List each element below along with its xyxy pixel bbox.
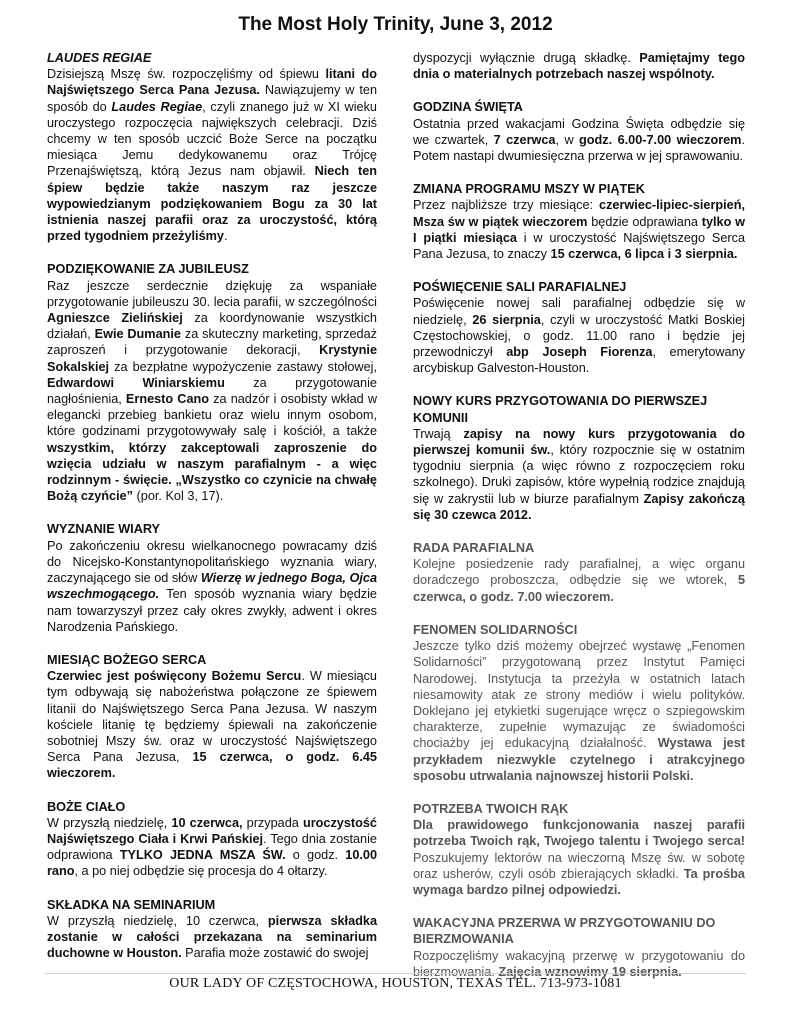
text-run: za skuteczny marketing, sprzedaż zaproszeń i przygotowanie dekoracji, [47,327,377,358]
text-run: 7 czerwca [493,132,556,147]
text-run: Poszukujemy lektorów na wieczorną Mszę św. w sobotę oraz usherów, czyli osób zbierających składki. [413,850,745,881]
text-run: Nawiązujemy w ten sposób do [47,83,377,114]
section-rada-parafialna [413,540,745,605]
section-heading: BOŻE CIAŁO [47,799,126,814]
text-run: W przyszłą niedzielę, 10 czerwca, [47,913,268,928]
text-run: Parafia może zostawić do swojej [181,946,369,961]
text-run: Po zakończeniu okresu wielkanocnego powracamy dziś do Nicejsko-Konstantynopolitańskiego wyznania wiary, zaczynającego sie od słów [47,538,377,586]
text-run: Trwają [413,426,464,441]
text-run: Rozpoczęliśmy wakacyjną przerwę w przygotowaniu do bierzmowania. [413,948,745,979]
section-body [47,538,377,635]
text-run: czerwiec-lipiec-sierpień, Msza św w piątek wieczorem [413,198,745,229]
text-run: , emerytowany arcybiskup Galveston-Houston. [413,345,745,376]
text-run: uroczystość Najświętszego Ciała i Krwi Pańskiej [47,815,377,846]
section-heading: POTRZEBA TWOICH RĄK [413,801,569,816]
text-run: Wystawa jest przykładem niezwykle czytelnego i atrakcyjnego sposobu utrwalania najnowszej historii Polski. [413,736,746,783]
text-run: , który rozpocznie się w ostatnim tygodniu sierpnia (a więc równo z rozpoczęciem roku szkolnego). Druki zapisów, które wypełnią rodzice znajdują się w zakrystii lub w biurze parafialnym [413,443,745,506]
section-heading: SKŁADKA NA SEMINARIUM [47,897,216,912]
text-run: Przez najbliższe trzy miesiące: [413,198,600,213]
section-wyznanie-wiary [47,521,377,634]
text-run: Jeszcze tylko dziś możemy obejrzeć wystawę „Fenomen Solidarności” przygotowaną przez Instytut Pamięci Narodowej. Instytucja ta przeżyła w ostatnich latach niesamowity atak ze strony mediów i wielu polityków. Doklejano jej etykietki sugerujące wręcz o szpiegowskim charakterze, zupełnie wymazując ze świadomości chociażby jej edukacyjną działalność. [413,639,745,751]
section-heading: NOWY KURS PRZYGOTOWANIA DO PIERWSZEJ KOMUNII [413,394,708,425]
text-run: Ewie Dumanie [94,327,181,342]
text-run: Wierzę w jednego Boga, Ojca wszechmogącego. [47,571,378,602]
section-laudes-regiae [47,50,377,244]
text-run: Kolejne posiedzenie rady parafialnej, a więc organu doradczego proboszcza, odbędzie się we wtorek, [413,557,745,588]
text-run: Dla prawidowego funkcjonowania naszej parafii potrzeba Twoich rąk, Twojego talentu i Twojego serca! [413,818,745,849]
left-column [47,50,377,978]
section-body [47,278,377,505]
section-godzina-swieta [413,99,745,164]
text-run: Zapisy zakończą się 30 czewca 2012. [413,491,745,522]
text-run: Agnieszce Zielińskiej [47,311,183,326]
text-run: zapisy na nowy kurs przygotowania do pierwszej komunii św. [413,426,746,458]
text-run: 10 czerwca, [171,815,243,830]
section-heading: PODZIĘKOWANIE ZA JUBILEUSZ [47,262,249,277]
section-heading: MIESIĄC BOŻEGO SERCA [47,652,207,667]
section-boze-cialo [47,799,377,880]
text-run: o godz. [285,848,346,863]
text-run: wszystkim, którzy zakceptowali zaproszenie do wzięcia udziału w naszym parafialnym - a więc rodzinnym - święcie. „Wszystko co czynicie na chwałę Bożą czyńcie” [47,440,377,504]
text-run: godz. 6.00-7.00 wieczorem [579,132,742,147]
text-run: Ernesto Cano [125,392,210,407]
section-heading: FENOMEN SOLIDARNOŚCI [413,622,578,637]
text-run: będzie odprawiana [587,214,702,229]
text-run: 26 sierpnia [472,312,541,327]
section-potrzeba-twoich-rak [413,801,745,898]
text-run: Ten sposób wyznania wiary będzie nam towarzyszył przez cały okres zwykły, adwent i okres Narodzenia Pańskiego. [47,587,377,634]
text-run: Poświęcenie nowej sali parafialnej odbędzie się w niedzielę, [413,296,745,327]
text-run: za nadzór i osobisty wkład w elegancki przebieg bankietu oraz wielu innym osobom, które godzinami przygotowywały salę i kościół, a także [47,392,377,439]
text-run: za przygotowanie nagłośnienia, [47,375,377,407]
section-body [413,50,745,82]
text-run: . Tego dnia zostanie odprawiona [47,831,377,863]
section-body [413,116,745,165]
text-run: litani do Najświętszego Serca Pana Jezusa. [47,67,377,98]
section-body [413,295,745,376]
section-heading: ZMIANA PROGRAMU MSZY W PIĄTEK [413,182,645,197]
text-run: , w [555,132,580,147]
text-run: Czerwiec jest poświęcony Bożemu Sercu [47,669,302,684]
text-run: , czyli w uroczystość Matki Boskiej Częstochowskiej, o godz. 11.00 rano i będzie jej przewodniczył [413,312,745,360]
section-heading: POŚWIĘCENIE SALI PARAFIALNEJ [413,280,627,295]
text-run: abp Joseph Fiorenza [506,345,653,360]
text-run: . Potem nastapi dwumiesięczna przerwa w jej sprawowaniu. [413,132,745,164]
section-miesiac-bozego-serca [47,652,377,782]
section-heading: GODZINA ŚWIĘTA [413,100,523,115]
text-run: . W miesiącu tym odbywają się nabożeństwa połączone ze śpiewem litanii do Najświętszego Serca Pana Jezusa. W naszym kościele litanię tę będziemy śpiewali na zakończenie sobotniej Mszy św. oraz w uroczystość Najświętszego Serca Pana Jezusa, [47,669,377,765]
text-run: Raz jeszcze serdecznie dziękuję za wspaniałe przygotowanie jubileuszu 30. lecia parafii, w szczególności [47,278,377,309]
right-column [413,50,745,997]
text-run: 15 czerwca, 6 lipca i 3 sierpnia. [550,247,738,262]
section-body [413,556,745,605]
text-run: za koordynowanie wszystkich działań, [47,311,377,342]
section-body [47,815,377,880]
text-run: Zajęcia wznowimy 19 sierpnia. [498,964,682,979]
text-run: Laudes Regiae [111,99,203,114]
section-zmiana-programu-mszy-w-piatek [413,181,745,262]
section-heading: LAUDES REGIAE [47,51,152,65]
footer-divider [45,973,746,974]
section-heading: WYZNANIE WIARY [47,522,161,537]
text-run: (por. Kol 3, 17). [133,489,224,504]
section-heading: RADA PARAFIALNA [413,541,535,556]
text-run: Pamiętajmy tego dnia o materialnych potrzebach naszej wspólnoty. [413,51,745,82]
footer-text: OUR LADY OF CZĘSTOCHOWA, HOUSTON, TEXAS TEL. 713-973-1081 [169,976,622,991]
page-title: The Most Holy Trinity, June 3, 2012 [238,14,553,35]
text-run: . [223,229,228,244]
text-run: W przyszłą niedzielę, [47,815,172,830]
section-body [413,197,745,262]
text-run: przypada [242,815,303,830]
section-poswiecenie-sali-parafialnej [413,279,745,376]
text-run: Ostatnia przed wakacjami Godzina Święta odbędzie się we czwartek, [413,116,745,147]
section-skladka-na-seminarium [47,897,377,962]
text-run: Dzisiejszą Mszę św. rozpoczęliśmy od śpiewu [47,67,326,82]
section-body [47,913,377,962]
text-run: TYLKO JEDNA MSZA ŚW. [119,848,286,863]
section-heading: WAKACYJNA PRZERWA W PRZYGOTOWANIU DO BIERZMOWANIA [413,916,716,947]
text-run: i w uroczystość Najświętszego Serca Pana Jezusa, to znaczy [413,230,745,262]
text-run: 10.00 rano [47,848,378,879]
section-body [47,66,377,244]
text-run: Ta prośba wymaga bardzo pilnej odpowiedzi. [413,866,745,897]
section-continued-text [413,50,745,82]
text-run: Niech ten śpiew będzie także naszym raz jeszcze wypowiedzianym podziękowaniem Bogu za 30 lat istnienia naszej parafii oraz za uroczystość, którą przed tygodniem przeżyliśmy [47,164,378,244]
text-run: dyspozycji wyłącznie drugą składkę. [413,51,640,65]
text-run: tylko w I piątki miesiąca [413,214,746,245]
text-run: , a po niej odbędzie się procesja do 4 ołtarzy. [74,864,328,879]
text-run: pierwsza składka zostanie w całości przekazana na seminarium duchowne w Houston. [47,913,377,961]
section-fenomen-solidarnosci [413,622,745,784]
text-run: , czyli znanego już w XI wieku uroczystego rozpoczęcia największych celebracji. Dziś chcemy w ten sposób uczcić Boże Serce na początku miesiąca Jemu dedykowanemu oraz Trójcę Przenajświętszą, którą Jezus nam objawił. [47,99,377,179]
text-run: za bezpłatne wypożyczenie zastawy stołowej, [109,359,377,374]
section-wakacyjna-przerwa-w-przygotowaniu-do-bierzmowania [413,915,745,980]
section-podziekowanie-za-jubileusz [47,261,377,504]
text-run: 15 czerwca, o godz. 6.45 wieczorem. [47,750,377,781]
section-body [47,668,377,781]
text-run: Edwardowi Winiarskiemu [47,375,225,390]
section-body [413,426,745,523]
text-run: 5 czerwca, o godz. 7.00 wieczorem. [413,573,745,604]
text-run: Krystynie Sokalskiej [47,343,377,374]
section-body [413,817,745,898]
section-nowy-kurs-przygotowania-do-pierwszej-komunii [413,393,745,523]
section-body [413,638,745,784]
